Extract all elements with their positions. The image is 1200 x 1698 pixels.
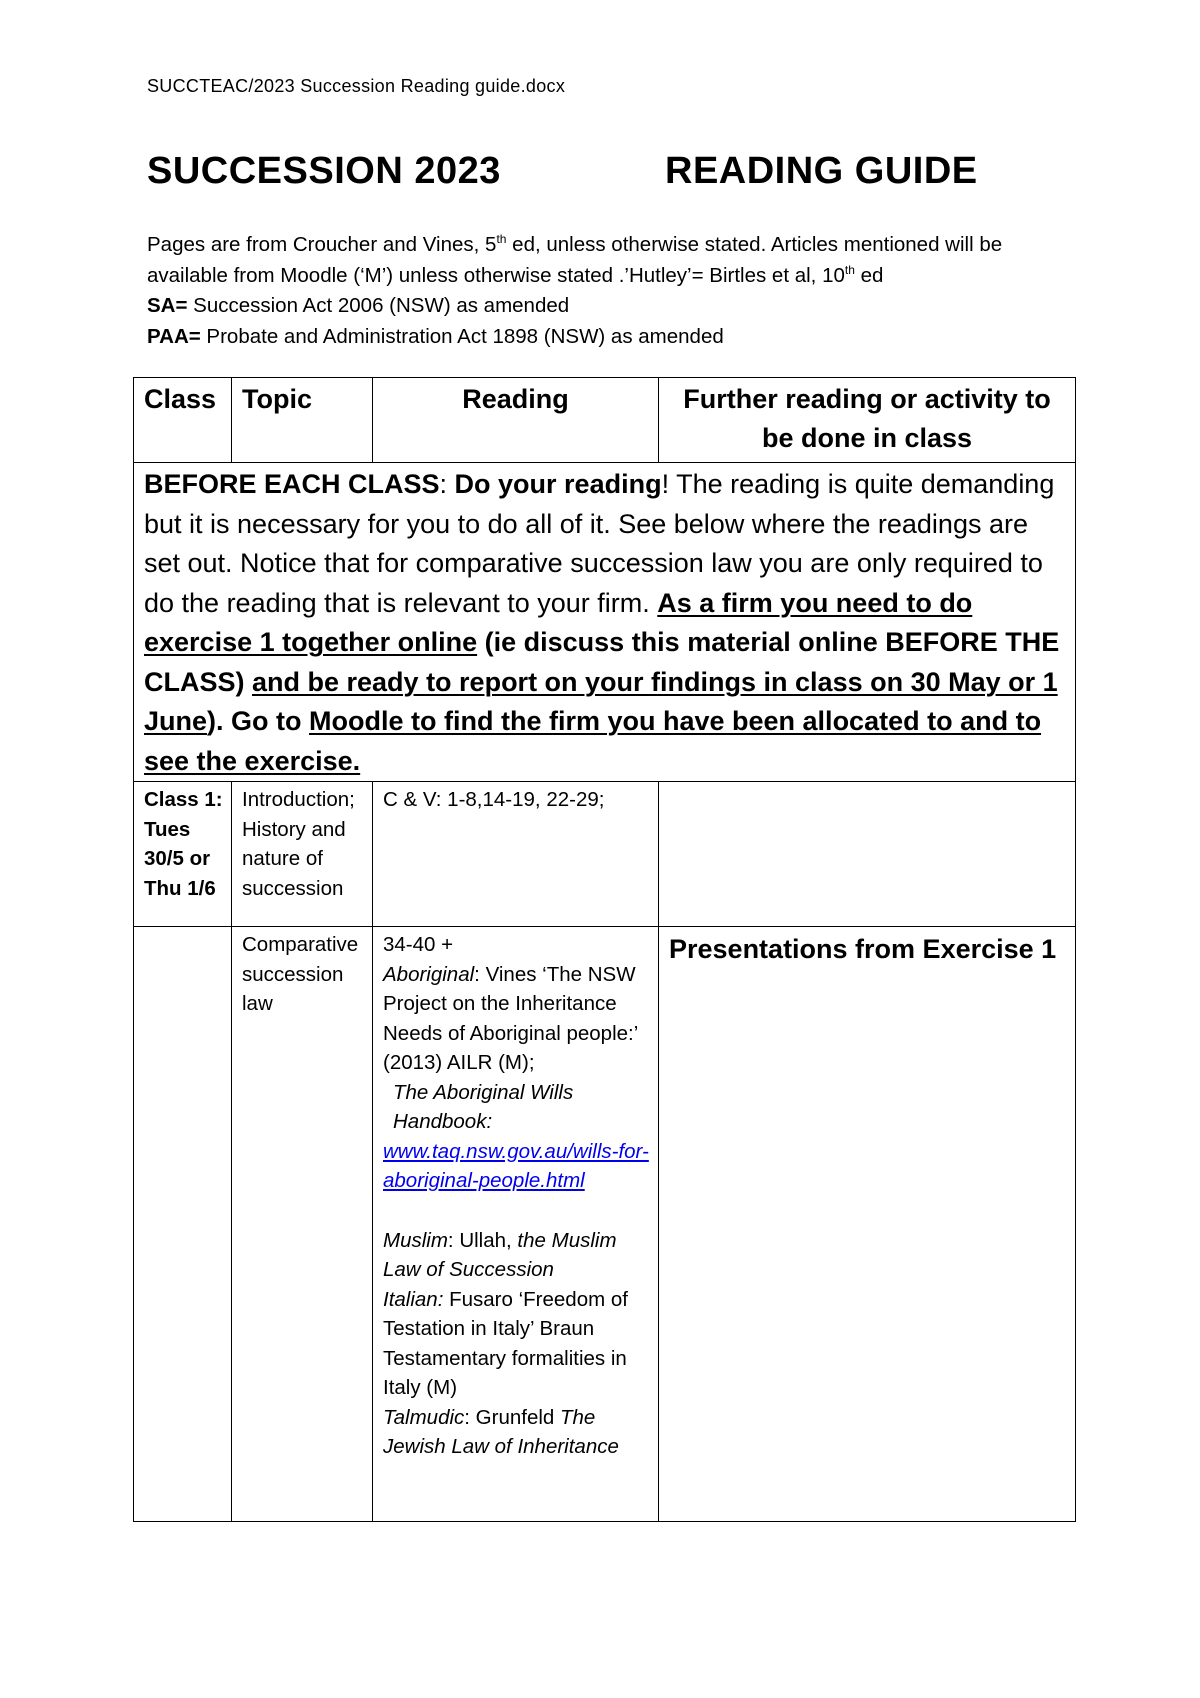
muslim-title: the Muslim Law of Succession [383,1228,617,1281]
class-cell: Class 1: Tues 30/5 or Thu 1/6 [134,782,232,927]
document-filename-header: SUCCTEAC/2023 Succession Reading guide.docx [147,76,566,96]
reading-cell [373,927,659,1522]
header-reading: Reading [373,378,659,463]
table-row [134,927,1076,1522]
topic-cell: Comparative succession law [232,927,373,1522]
header-class: Class [134,378,232,463]
aboriginal-label: Aboriginal [383,962,475,986]
wills-handbook-link[interactable]: www.taq.nsw.gov.au/wills-for-aboriginal-people.html [383,1139,649,1192]
aboriginal-text: : Vines ‘The NSW Project on the Inheritance Needs of Aboriginal people:’ (2013) AILR (M); [383,962,638,1074]
before-class-notice [134,463,1076,782]
sa-label: SA= [147,294,188,317]
intro-notes [147,230,1087,352]
talmudic-title: The Jewish Law of Inheritance [383,1405,619,1458]
class-cell [134,927,232,1522]
before-class-notice-row [134,463,1076,782]
intro-line2-sup: th [844,262,855,277]
topic-cell: Introduction; History and nature of succession [232,782,373,927]
notice-bold-do-reading: Do your reading [454,469,662,499]
header-further-reading: Further reading or activity to be done in class [659,378,1076,463]
reading-guide-table [133,377,1076,1522]
muslim-text: : Ullah, [447,1228,518,1252]
presentations-text: Presentations from Exercise 1 [669,934,1057,964]
reading-pages: 34-40 + [383,933,454,956]
sa-text: Succession Act 2006 (NSW) as amended [187,294,570,317]
paa-text: Probate and Administration Act 1898 (NSW) as amended [200,324,724,348]
reading-muslim [383,1226,650,1285]
intro-line1-text-end: ed, unless otherwise stated. Articles mentioned will [506,233,974,256]
table-row [134,782,1076,927]
reading-aboriginal [383,960,650,1078]
further-cell [659,782,1076,927]
notice-bold-heading: BEFORE EACH CLASS [144,469,440,499]
intro-line1-sup: th [496,232,507,247]
notice-report-instruction: and be ready to report on your findings in class on 30 May or 1 June [144,666,1058,736]
document-title-left: SUCCESSION 2023 [147,150,501,192]
notice-go-to: ). Go to [207,706,310,736]
document-title-right: READING GUIDE [665,150,978,192]
reading-cell: C & V: 1-8,14-19, 22-29; [373,782,659,927]
intro-sa-abbrev [147,291,1087,322]
talmudic-label: Talmudic [383,1405,465,1429]
aboriginal-wills-handbook: The Aboriginal Wills Handbook: [393,1080,574,1133]
reading-talmudic [383,1403,650,1462]
notice-colon: : [439,469,455,499]
intro-line2-text-end: ed [854,263,884,287]
talmudic-text: : Grunfeld [464,1405,560,1429]
paa-label: PAA= [147,324,201,348]
italian-text: Fusaro ‘Freedom of Testation in Italy’ Braun Testamentary formalities in Italy (M) [383,1287,628,1399]
intro-paa-abbrev [147,322,1087,353]
notice-text: ! The reading is quite demanding but it is necessary for you to do all of it. See below where the readings are set out. Notice that for comparative succession law you are only required to do the reading that is relevant to your firm. [144,469,1055,618]
muslim-label: Muslim [383,1228,448,1252]
notice-discuss-online: (ie discuss this material online BEFORE THE CLASS) [144,627,1060,697]
intro-line2-text: be available from Moodle (‘M’) unless otherwise stated .’Hutley’= Birtles et al, 10 [147,233,1003,287]
header-topic: Topic [232,378,373,463]
intro-sources-paragraph [147,230,1087,291]
reading-italian [383,1285,650,1403]
further-cell [659,927,1076,1522]
notice-moodle-instruction: Moodle to find the firm you have been allocated to and to see the exercise. [144,706,1042,776]
italian-label: Italian: [383,1287,444,1311]
intro-line1-text: Pages are from Croucher and Vines, 5 [147,233,497,256]
notice-exercise-instruction: As a firm you need to do exercise 1 together online [144,587,973,657]
table-header-row [134,378,1076,463]
